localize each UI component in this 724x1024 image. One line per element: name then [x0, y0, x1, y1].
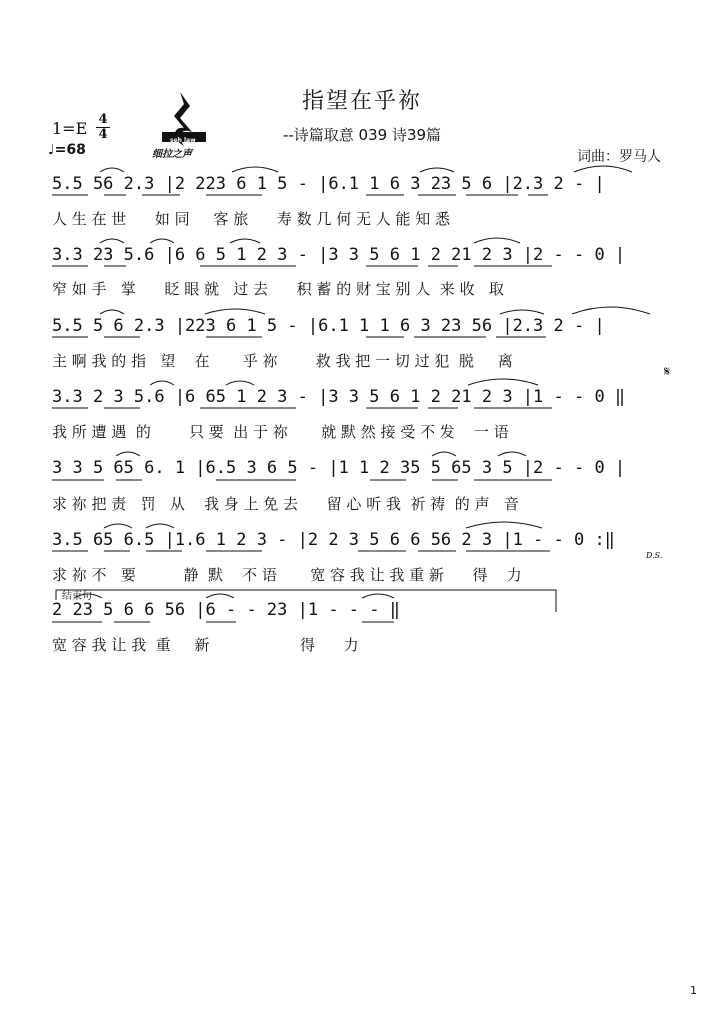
composer-credit: 词曲：罗马人 [577, 149, 661, 165]
time-signature-bottom: 4 [98, 127, 108, 142]
lyrics-row-4: 我 所 遭 遇 的 只 要 出 于 祢 就 默 然 接 受 不 发 一 语 [52, 423, 509, 441]
lyrics-row-6: 求 祢 不 要 静 默 不 语 宽 容 我 让 我 重 新 得 力 [52, 566, 522, 584]
notes-row-7: 2 23 5 6 6 56 |6 - - 23 |1 - - - ‖ [52, 600, 400, 620]
ds-marking: D.S. [646, 551, 663, 560]
lyrics-row-3: 主 啊 我 的 指 望 在 乎 祢 救 我 把 一 切 过 犯 脱 离 [52, 352, 513, 370]
logo-text: 细拉之声 [152, 149, 192, 160]
quarter-note-icon: ♩ [48, 142, 55, 158]
notes-row-2: 3.3 23 5.6 |6 6 5 1 2 3 - |3 3 5 6 1 2 21 2 3 |2 - - 0 | [52, 245, 626, 265]
notes-row-3: 5.5 5 6 2.3 |223 6 1 5 - |6.1 1 1 6 3 23 56 |2.3 2 - | [52, 316, 605, 336]
segno-icon: 𝄋 [664, 364, 671, 380]
time-signature [96, 114, 110, 141]
logo-small-text: seh law [170, 137, 196, 144]
song-title: 指望在乎祢 [301, 89, 422, 114]
page-number: 1 [690, 984, 697, 997]
lyrics-row-7: 宽 容 我 让 我 重 新 得 力 [52, 636, 359, 654]
notes-row-1: 5.5 56 2.3 |2 223 6 1 5 - |6.1 1 6 3 23 5 6 |2.3 2 - | [52, 174, 605, 194]
tempo-marking [48, 142, 86, 158]
lyrics-row-5: 求 祢 把 责 罚 从 我 身 上 免 去 留 心 听 我 祈 祷 的 声 音 [52, 495, 519, 513]
key-signature: 1=E [52, 119, 88, 138]
time-signature-top: 4 [98, 112, 108, 127]
lyrics-row-2: 窄 如 手 掌 眨 眼 就 过 去 积 蓄 的 财 宝 别 人 来 收 取 [52, 280, 504, 298]
notes-row-5: 3 3 5 65 6. 1 |6.5 3 6 5 - |1 1 2 35 5 65 3 5 |2 - - 0 | [52, 458, 626, 478]
ending-label: 结束句 [62, 591, 92, 602]
notes-row-4: 3.3 2 3 5.6 |6 65 1 2 3 - |3 3 5 6 1 2 21 2 3 |1 - - 0 ‖ [52, 387, 626, 407]
notes-row-6: 3.5 65 6.5 |1.6 1 2 3 - |2 2 3 5 6 6 56 2 3 |1 - - 0 :‖ [52, 530, 615, 550]
lyrics-row-1: 人 生 在 世 如 同 客 旅 寿 数 几 何 无 人 能 知 悉 [52, 210, 451, 228]
song-subtitle: --诗篇取意 039 诗39篇 [282, 126, 442, 144]
tempo-value: =68 [54, 142, 86, 158]
